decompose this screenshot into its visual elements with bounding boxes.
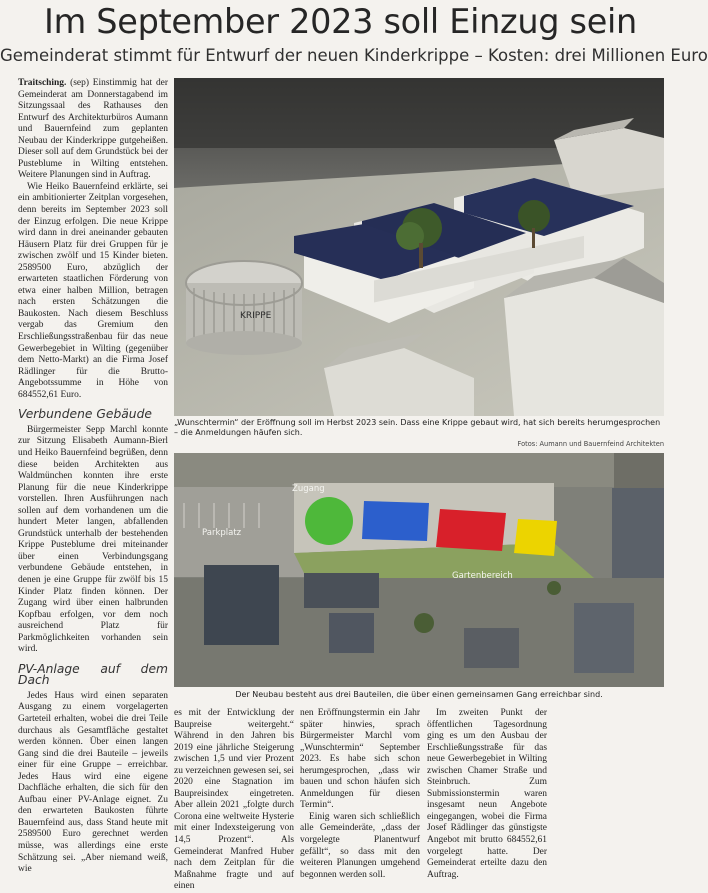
article-column-1 [18,78,168,876]
site-plan-label-zugang: Zugang [292,484,325,494]
paragraph-baupreise: es mit der Entwicklung der Baupreise weitergeht.“ Während in den Jahren bis 2019 eine jährliche Steigerung zwischen 1,5 und vier Prozent zu verzeichnen gewesen sei, sei 2020 eine Stagnation im Baupreisindex eingetreten. Aber allein 2021 „folgte durch Corona eine weltweite Hysterie mit einer Indexsteigerung von 14,5 Prozent“. Als Gemeinderat Manfred Huber nach dem Zeitplan für die Maßnahme fragte und auf einen [174,708,294,892]
headline: Im September 2023 soll Einzug sein [44,2,637,41]
paragraph-zeitplan: Wie Heiko Bauernfeind erklärte, sei ein ambitionierter Zeitplan vorgesehen, denn bereits im September 2023 soll der Einzug erfolgen. Die neue Krippe wird dann in drei aneinander gebauten Häusern Platz für drei Gruppen für je zwischen zwölf und 15 Kinder bieten. 2589500 Euro, abzüglich der erwarteten staatlichen Förderung von etwa einer halben Million, betragen nach ersten Schätzungen die Baukosten. Nach diesem Beschluss vergab das Gremium den Erschließungsstraßenbau für das neue Gewerbegebiet in Wilting (gegenüber dem Netto-Markt) an die Firma Josef Rädlinger für die Brutto-Angebotssumme in Höhe von 684552,61 Euro. [18,181,168,400]
subheading-pv-anlage: PV-Anlage auf dem Dach [18,661,168,688]
paragraph-erschliessung: Im zweiten Punkt der öffentlichen Tagesordnung ging es um den Ausbau der Erschließungsstraße für das neue Gewerbegebiet in Wilting zwischen Chamer Straße und Steinbruch. Zum Submissionstermin waren insgesamt neun Angebote eingegangen, wobei die Firma Josef Rädlinger das günstigste Angebot mit brutto 684552,61 vorgelegt hatte. Der Gemeinderat erteilte dazu den Auftrag. [427,708,547,880]
site-plan-circle-green [305,497,353,545]
site-plan-block-red [436,509,506,551]
rendering-sign-text: KRIPPE [240,311,272,321]
article-column-2 [174,708,294,893]
rendering-caption: „Wunschtermin“ der Eröffnung soll im Herbst 2023 sein. Dass eine Krippe gebaut wird, hat sich bereits herumgesprochen – die Anmeldungen häufen sich. [174,418,661,438]
photo-credit: Fotos: Aumann und Bauernfeind Architekten [517,440,664,448]
paragraph-intro-text: (sep) Einstimmig hat der Gemeinderat am Donnerstagabend im Sitzungssaal des Rathauses den Entwurf des Architekturbüros Aumann und Bauernfeind zum geplanten Neubau der Kinderkrippe gutgeheißen. Dieser soll auf dem Grundstück bei der Pusteblume in Wilting entstehen. Weitere Planungen sind in Auftrag. [18,78,168,181]
site-plan-caption: Der Neubau besteht aus drei Bauteilen, die über einen gemeinsamen Gang erreichbar sind. [235,690,603,699]
rendering-illustration [174,78,664,416]
paragraph-architekten: Bürgermeister Sepp Marchl konnte zur Sitzung Elisabeth Aumann-Bierl und Heiko Bauernfeind begrüßen, denn diese beiden Architekten aus Waldmünchen konnten ihre erste Planung für die neue Kinderkrippe vorstellen. Ihren Ausführungen nach sollen auf dem vorhandenen um die hundert Meter langen, abfallenden Grundstück unterhalb der bestehenden Krippe Pusteblume drei miteinander über einen Verbindungsgang verbundene Gebäude entstehen, in denen je eine Gruppe für zwölf bis 15 Kinder Platz finden können. Der Zugang wird über einen halbrunden Kopfbau erfolgen, vor dem noch ausreichend Platz für Parkmöglichkeiten vorhanden sein wird. [18,424,168,655]
site-plan-block-blue [362,501,429,541]
site-plan-label-parkplatz: Parkplatz [202,528,242,538]
paragraph-intro [18,78,168,182]
article-column-3 [300,708,420,881]
rendering-photo [174,78,664,416]
paragraph-eroeffnung: nen Eröffnungstermin ein Jahr später hinwies, sprach Bürgermeister Marchl vom „Wunschtermin“ September 2023. Es habe sich schon herumgesprochen, „dass wir bauen und schon häufen sich Anmeldungen für diesen Termin“. [300,708,420,811]
site-plan-block-yellow [514,519,557,556]
site-plan-label-garten: Gartenbereich [452,571,513,581]
article-column-4 [427,708,547,881]
paragraph-haus: Jedes Haus wird einen separaten Ausgang zu einem vorgelagerten Garteteil erhalten, wobei die drei Teile durchaus als Gesamtfläche gestaltet werden können. Über einen langen Gang sind die drei Bauteile – jeweils einer für eine Gruppe – erreichbar. Jedes Haus wird eine eigene Dachfläche erhalten, die sich für den Aufbau einer PV-Anlage eignet. Zu den erwarteten Baukosten führte Bauernfeind aus, dass Stand heute mit 2589500 Euro gerechnet werden müsse, was allerdings eine erste Schätzung sei. „Aber niemand weiß, wie [18,690,168,875]
paragraph-einig: Einig waren sich schließlich alle Gemeinderäte, „dass der vorgelegte Planentwurf gefällt“, so dass mit den weiteren Planungen umgehend begonnen werden soll. [300,811,420,880]
subheading-verbundene-gebaeude: Verbundene Gebäude [18,407,152,422]
dateline: Traitsching. [18,78,67,88]
subheadline: Gemeinderat stimmt für Entwurf der neuen Kinderkrippe – Kosten: drei Millionen Euro [0,46,708,65]
site-plan-illustration [174,453,664,687]
site-plan-photo [174,453,664,687]
